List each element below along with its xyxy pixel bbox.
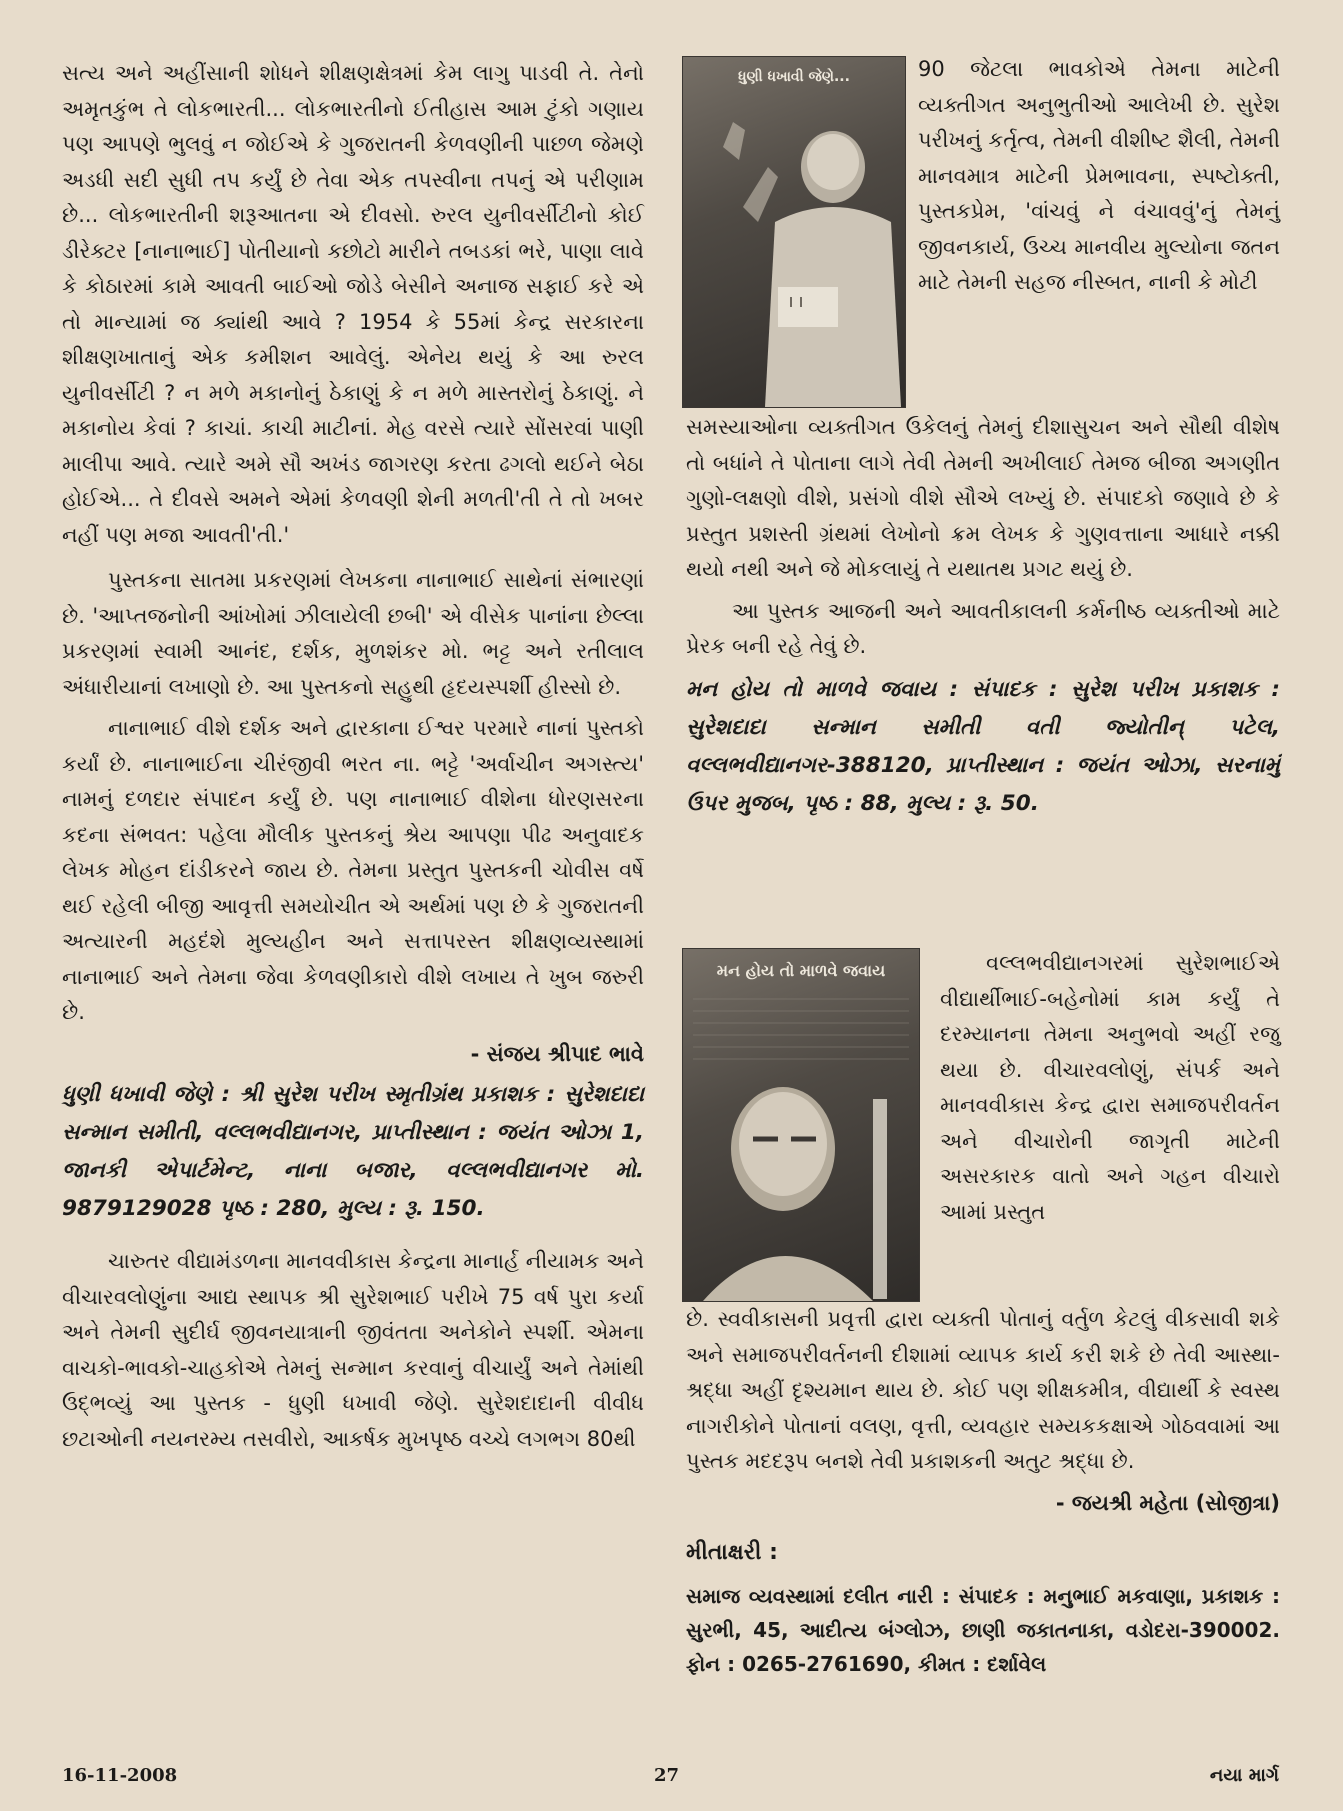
signature-sanjay: - સંજય શ્રીપાદ ભાવે — [470, 1041, 644, 1066]
left-paragraph-2: પુસ્તકના સાતમા પ્રકરણમાં લેખકના નાનાભાઈ સાથેનાં સંભારણાં છે. 'આપ્તજનોની આંખોમાં ઝીલાયેલી છબી' એ વીસેક પાનાંના છેલ્લા પ્રકરણમાં સ્વામી આનંદ, દર્શક, મુળશંકર મો. ભટ્ટ અને રતીલાલ અંધારીયાનાં લખાણો છે. આ પુસ્તકનો સહુથી હૃદયસ્પર્શી હીસ્સો છે. — [62, 568, 644, 699]
right-column-bottom — [686, 1302, 1280, 1681]
footer-date: 16-11-2008 — [62, 1765, 178, 1786]
left-paragraph-3: નાનાભાઈ વીશે દર્શક અને દ્વારકાના ઈશ્વર પરમારે નાનાં પુસ્તકો કર્યાં છે. નાનાભાઈના ચીરંજીવી ભરત ના. ભટ્ટે 'અર્વાચીન અગસ્ત્ય' નામનું દળદાર સંપાદન કર્યું છે. પણ નાનાભાઈ વીશેના ધોરણસરના કદના સંભવત: પહેલા મૌલીક પુસ્તકનું શ્રેય આપણા પીઢ અનુવાદક લેખક મોહન દાંડીકરને જાય છે. તેમના પ્રસ્તુત પુસ્તકની ચોવીસ વર્ષે થઈ રહેલી બીજી આવૃત્તી સમયોચીત એ અર્થમાં પણ છે કે ગુજરાતની અત્યારની મહદંશે મુલ્યહીન અને સત્તાપરસ્ત શીક્ષણવ્યસ્થામાં નાનાભાઈ અને તેમના જેવા કેળવણીકારો વીશે લખાય તે ખુબ જરુરી છે. — [62, 716, 644, 1024]
right-full-paragraph: સમસ્યાઓના વ્યક્તીગત ઉકેલનું તેમનું દીશાસુચન અને સૌથી વીશેષ તો બધાંને તે પોતાના લાગે તેવી તેમની અખીલાઈ તેમજ બીજા અગણીત ગુણો-લક્ષણો વીશે, પ્રસંગો વીશે સૌએ લખ્યું છે. સંપાદકો જણાવે છે કે પ્રસ્તુત પ્રશસ્તી ગ્રંથમાં લેખોનો ક્રમ લેખક કે ગુણવત્તાના આધારે નક્કી થયો નથી અને જે મોકલાયું તે યથાતથ પ્રગટ થયું છે. — [686, 415, 1280, 581]
book-details-dalit-nari: સમાજ વ્યવસ્થામાં દલીત નારી : સંપાદક : મનુભાઈ મકવાણા, પ્રકાશક : સુરભી, 45, આદીત્ય બંગ્લોઝ, છાણી જકાતનાકા, વડોદરા-390002. ફોન : 0265-2761690, કીમત : દર્શાવેલ — [686, 1583, 1280, 1676]
left-paragraph-1: સત્ય અને અહીંસાની શોધને શીક્ષણક્ષેત્રમાં કેમ લાગુ પાડવી તે. તેનો અમૃતકુંભ તે લોકભારતી... લોકભારતીનો ઈતીહાસ આમ ટુંકો ગણાય પણ આપણે ભુલવું ન જોઈએ કે ગુજરાતની કેળવણીની પાછળ જેમણે અડધી સદી સુધી તપ કર્યું છે તેવા એક તપસ્વીના તપનું એ પરીણામ છે... લોકભારતીની શરૂઆતના એ દીવસો. રુરલ યુનીવર્સીટીનો કોઈ ડીરેક્ટર [નાનાભાઈ] પોતીયાનો કછોટો મારીને તબડકાં ભરે, પાણા લાવે કે કોઠારમાં કામે આવતી બાઈઓ જોડે બેસીને અનાજ સફાઈ કરે એ તો માન્યામાં જ ક્યાંથી આવે ? 1954 કે 55માં કેન્દ્ર સરકારના શીક્ષણખાતાનું એક કમીશન આવેલું. એનેય થયું કે આ રુરલ યુનીવર્સીટી ? ન મળે મકાનોનું ઠેકાણું કે ન મળે માસ્તરોનું ઠેકાણું. ને મકાનોય કેવાં ? કાચાં. કાચી માટીનાં. મેહ વરસે ત્યારે સોંસરવાં પાણી માલીપા આવે. ત્યારે અમે સૌ અખંડ જાગરણ કરતા ઢગલો થઈને બેઠા હોઈએ... તે દીવસે અમને એમાં કેળવણી શેની મળતી'તી તે તો ખબર નહીં પણ મજા આવતી'તી.' — [62, 61, 644, 547]
book-details-man-hoy: મન હોય તો માળવે જવાય : સંપાદક : સુરેશ પરીખ પ્રકાશક : સુરેશદાદા સન્માન સમીતી વતી જ્યોતીન્ પટેલ, વલ્લભવીદ્યાનગર-388120, પ્રાપ્તીસ્થાન : જયંત ઓઝા, સરનામું ઉપર મુજબ, પૃષ્ઠ : 88, મુલ્ય : રૂ. 50. — [686, 676, 1280, 816]
right-top-paragraph: 90 જેટલા ભાવકોએ તેમના માટેની વ્યક્તીગત અનુભુતીઓ આલેખી છે. સુરેશ પરીખનું કર્તૃત્વ, તેમની વીશીષ્ટ શૈલી, તેમની માનવમાત્ર માટેની પ્રેમભાવના, સ્પષ્ટોક્તી, પુસ્તકપ્રેમ, 'વાંચવું ને વંચાવવું'નું તેમનું જીવનકાર્ય, ઉચ્ચ માનવીય મુલ્યોના જતન માટે તેમની સહજ નીસ્બત, નાની કે મોટી — [918, 57, 1280, 294]
portrait-photo-icon — [683, 949, 919, 1301]
right-mid-paragraph: વલ્લભવીદ્યાનગરમાં સુરેશભાઈએ વીદ્યાર્થીભાઈ-બહેનોમાં કામ કર્યું તે દરમ્યાનના તેમના અનુભવો અહીં રજુ થયા છે. વીચારવલોણું, સંપર્ક અને માનવવીકાસ કેન્દ્ર દ્વારા સમાજપરીવર્તન અને વીચારોની જાગૃતી માટેની અસરકારક વાતો અને ગહન વીચારો આમાં પ્રસ્તુત — [940, 951, 1280, 1224]
book-cover-title: મન હોય તો માળવે જવાય — [716, 961, 886, 980]
right-column-mid — [940, 946, 1280, 1230]
book-details-dhuni: ધુણી ધખાવી જેણે : શ્રી સુરેશ પરીખ સ્મૃતીગ્રંથ પ્રકાશક : સુરેશદાદા સન્માન સમીતી, વલ્લભવીદ્યાનગર, પ્રાપ્તીસ્થાન : જયંત ઓઝા 1, જાનકી એપાર્ટમેન્ટ, નાના બજાર, વલ્લભવીદ્યાનગર મો. 9879129028 પૃષ્ઠ : 280, મુલ્ય : રૂ. 150. — [62, 1082, 644, 1221]
mitakshari-heading: મીતાક્ષરી : — [686, 1540, 778, 1565]
footer-page-number: 27 — [654, 1765, 680, 1786]
signature-jayshree: - જયશ્રી મહેતા (સોજીત્રા) — [1055, 1490, 1280, 1515]
book-cover-title: ધુણી ધખાવી જેણે... — [738, 69, 850, 85]
right-bottom-paragraph: છે. સ્વવીકાસની પ્રવૃત્તી દ્વારા વ્યક્તી પોતાનું વર્તુળ કેટલું વીકસાવી શકે અને સમાજપરીવર્તનની દીશામાં વ્યાપક કાર્ય કરી શકે છે તેવી આસ્થા-શ્રદ્ધા અહીં દૃશ્યમાન થાય છે. કોઈ પણ શીક્ષકમીત્ર, વીદ્યાર્થી કે સ્વસ્થ નાગરીકોને પોતાનાં વલણ, વૃત્તી, વ્યવહાર સમ્યકકક્ષાએ ગોઠવવામાં આ પુસ્તક મદદરૂપ બનશે તેવી પ્રકાશકની અતુટ શ્રદ્ધા છે. — [686, 1307, 1280, 1473]
footer-magazine-name: નયા માર્ગ — [1209, 1765, 1279, 1786]
left-paragraph-4: ચારુતર વીદ્યામંડળના માનવવીકાસ કેન્દ્રના માનાર્હ નીયામક અને વીચારવલોણુંના આદ્ય સ્થાપક શ્રી સુરેશભાઈ પરીખે 75 વર્ષ પુરા કર્યા અને તેમની સુદીર્ઘ જીવનયાત્રાની જીવંતતા અનેકોને સ્પર્શી. એમના વાચકો-ભાવકો-ચાહકોએ તેમનું સન્માન કરવાનું વીચાર્યું અને તેમાંથી ઉદ્ભવ્યું આ પુસ્તક - ધુણી ધખાવી જેણે. સુરેશદાદાની વીવીધ છટાઓની નયનરમ્ય તસવીરો, આકર્ષક મુખપૃષ્ઠ વચ્ચે લગભગ 80થી — [62, 1249, 644, 1451]
left-column — [62, 56, 644, 1457]
book-cover-dhuni-dhakhavi — [682, 56, 906, 408]
portrait-photo-icon — [683, 57, 905, 407]
right-column-top — [918, 52, 1280, 301]
right-paragraph-2: આ પુસ્તક આજની અને આવતીકાલની કર્મનીષ્ઠ વ્યક્તીઓ માટે પ્રેરક બની રહે તેવું છે. — [686, 598, 1280, 658]
right-column-full — [686, 410, 1280, 823]
book-cover-man-hoy — [682, 948, 920, 1302]
